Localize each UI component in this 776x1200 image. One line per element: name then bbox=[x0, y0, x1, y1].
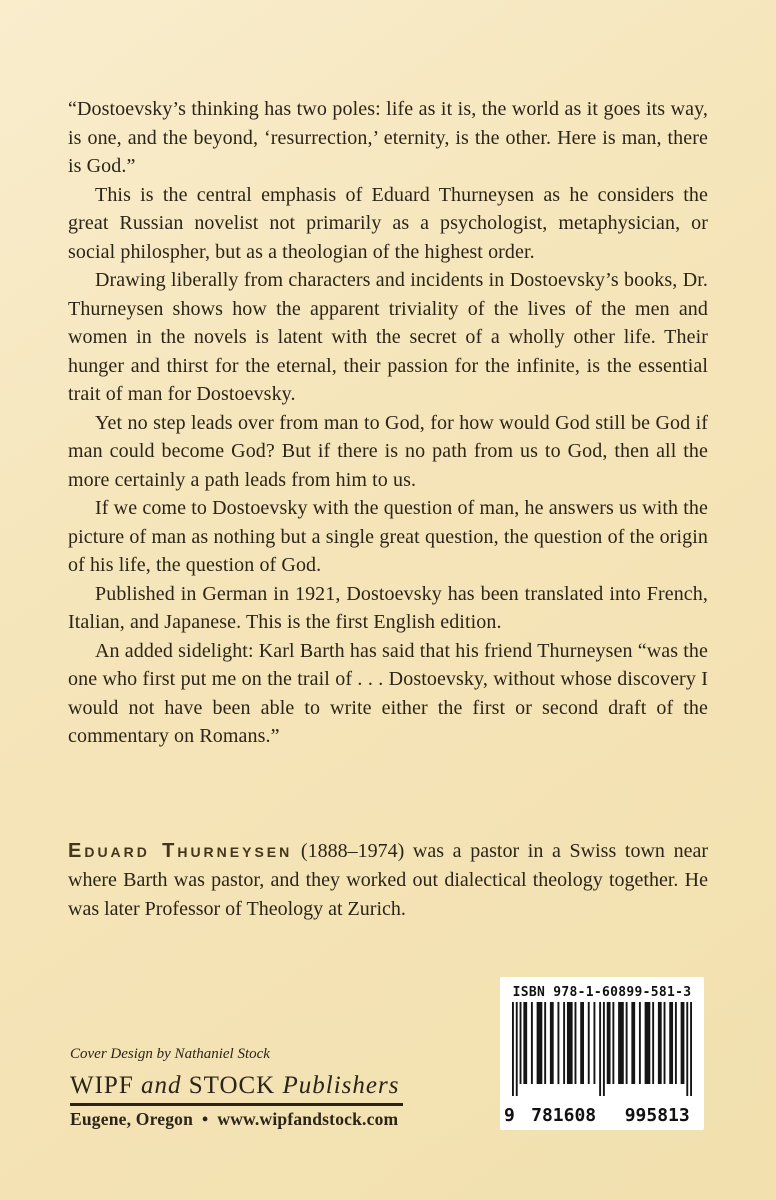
blurb-paragraph: Yet no step leads over from man to God, for how would God still be God if man could become God? But if there is no path from us to God, then all the more certainly a path leads from him to us. bbox=[68, 411, 708, 491]
blurb-paragraph: This is the central emphasis of Eduard Thurneysen as he considers the great Russian novelist not primarily as a psychologist, metaphysician, or social philospher, but as a theologian of the highest order. bbox=[68, 183, 708, 263]
publisher-website: www.wipfandstock.com bbox=[217, 1109, 399, 1129]
publisher-word-wipf: WIPF bbox=[70, 1072, 134, 1099]
barcode-digit-group: 781608 bbox=[517, 1107, 611, 1125]
isbn-barcode bbox=[500, 977, 704, 1130]
publisher-location-line bbox=[70, 1109, 403, 1130]
author-name: Eduard Thurneysen bbox=[68, 840, 293, 862]
isbn-label: ISBN 978-1-60899-581-3 bbox=[512, 985, 692, 1000]
blurb-paragraph: Published in German in 1921, Dostoevsky has been translated into French, Italian, and Japanese. This is the first English edition. bbox=[68, 582, 708, 633]
blurb-paragraph: “Dostoevsky’s thinking has two poles: life as it is, the world as it goes its way, is one, and the beyond, ‘resurrection,’ eternity, is the other. Here is man, there is God.” bbox=[68, 98, 708, 177]
barcode-bars-icon bbox=[512, 1002, 692, 1102]
barcode-digits bbox=[500, 1107, 704, 1125]
cover-design-credit: Cover Design by Nathaniel Stock bbox=[70, 1046, 270, 1062]
publisher-name bbox=[70, 1072, 403, 1106]
blurb-paragraph: Drawing liberally from characters and incidents in Dostoevsky’s books, Dr. Thurneysen shows how the apparent triviality of the lives of the men and women in the novels is latent with the secret of a wholly other life. Their hunger and thirst for the eternal, their passion for the infinite, is the essential trait of man for Dostoevsky. bbox=[68, 269, 708, 405]
barcode-digit-group: 995813 bbox=[610, 1107, 704, 1125]
bullet-separator: • bbox=[202, 1109, 209, 1129]
back-cover-blurb bbox=[68, 95, 708, 751]
publisher-city: Eugene, Oregon bbox=[70, 1109, 194, 1129]
author-bio-text: (1888–1974) was a pastor in a Swiss town near where Barth was pastor, and they worked out dialectical theology together. He was later Professor of Theology at Zurich. bbox=[68, 840, 708, 920]
barcode-digit-group: 9 bbox=[504, 1105, 515, 1126]
publisher-word-publishers: Publishers bbox=[282, 1072, 400, 1099]
blurb-paragraph: If we come to Dostoevsky with the question of man, he answers us with the picture of man as nothing but a single great question, the question of the origin of his life, the question of God. bbox=[68, 497, 708, 576]
blurb-paragraph: An added sidelight: Karl Barth has said that his friend Thurneysen “was the one who first put me on the trail of . . . Dostoevsky, without whose discovery I would not have been able to write either the first or second draft of the commentary on Romans.” bbox=[68, 639, 708, 747]
publisher-word-and: and bbox=[140, 1072, 182, 1099]
publisher-word-stock: STOCK bbox=[188, 1072, 276, 1099]
author-bio bbox=[68, 837, 708, 924]
publisher-block bbox=[70, 1072, 403, 1130]
